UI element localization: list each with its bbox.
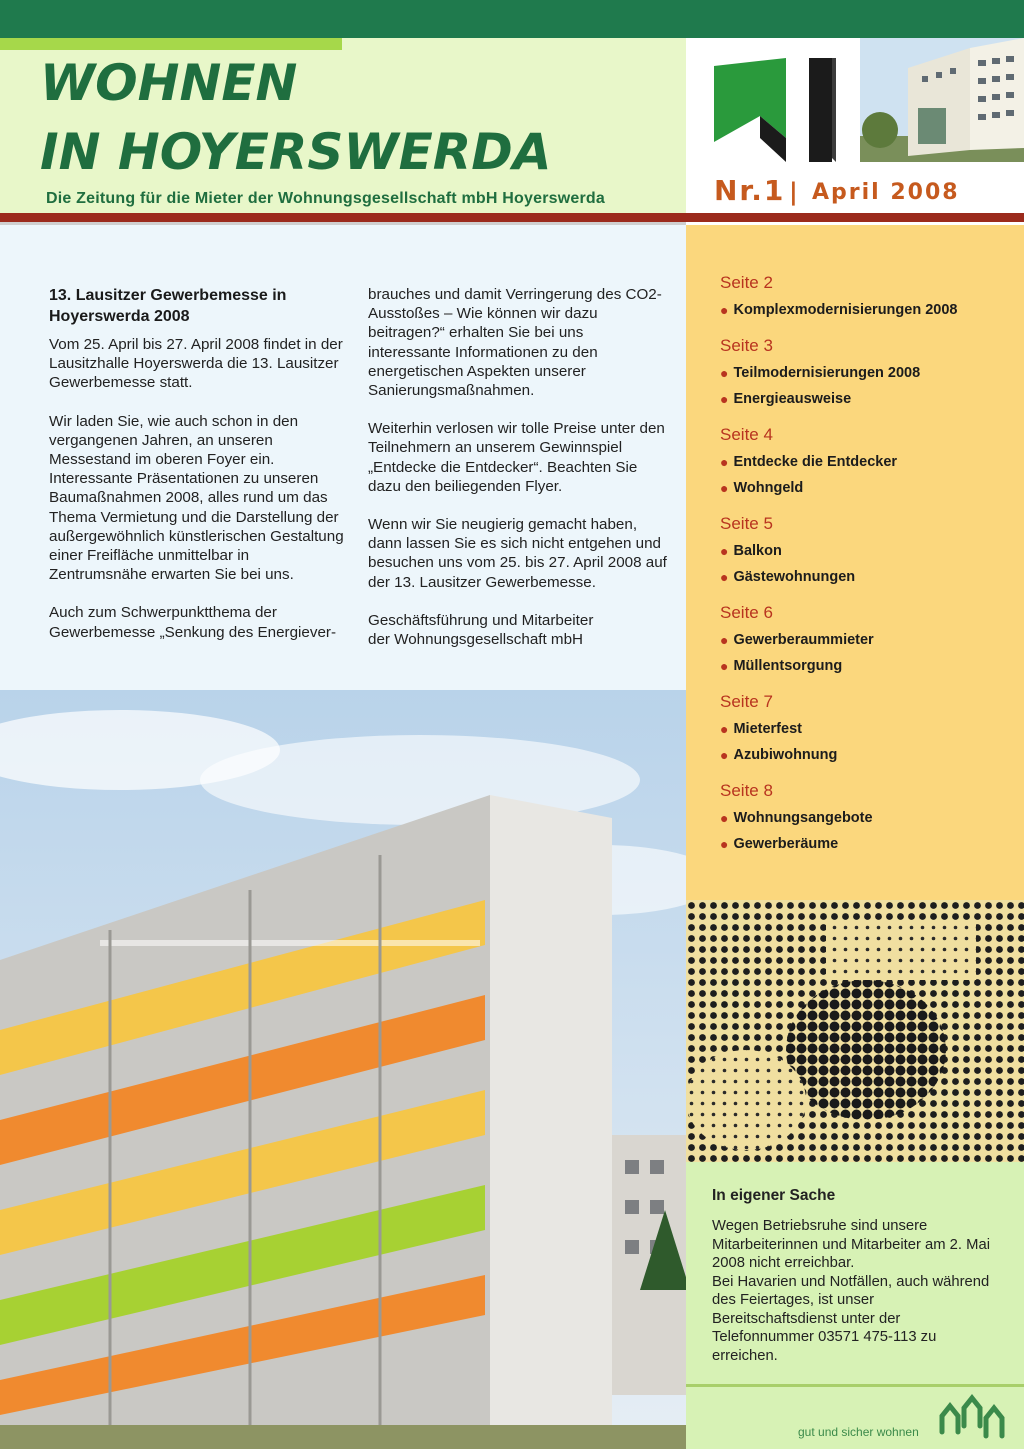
toc-item[interactable]: [720, 564, 1010, 590]
toc-item-label: Komplexmodernisierungen 2008: [733, 302, 958, 318]
issue-number: Nr.1: [714, 174, 786, 207]
article-paragraph: Weiterhin verlosen wir tolle Preise unter den Teilnehmern an unserem Gewinnspiel „Entdecke die Entdecker“. Beachten Sie dazu den beiliegenden Flyer.: [368, 420, 665, 495]
toc-item-label: Energieausweise: [733, 391, 852, 407]
toc-page-heading[interactable]: Seite 5: [720, 514, 773, 533]
toc-item[interactable]: [720, 538, 1010, 564]
footer-slogan: gut und sicher wohnen: [798, 1425, 919, 1439]
bullet-icon: ●: [720, 454, 729, 470]
toc-item-label: Gästewohnungen: [733, 569, 856, 585]
toc-page-heading[interactable]: Seite 8: [720, 781, 773, 800]
footer-divider: [686, 1384, 1024, 1387]
toc-section: [720, 424, 1010, 501]
toc-item[interactable]: [720, 386, 1010, 412]
bullet-icon: ●: [720, 365, 729, 381]
toc-section: [720, 272, 1010, 323]
notice-paragraph: Wegen Betriebsruhe sind unsere Mitarbeiterinnen und Mitarbeiter am 2. Mai 2008 nicht erreichbar.: [712, 1218, 990, 1271]
toc-item-label: Mieterfest: [733, 721, 802, 737]
issue-separator: |: [789, 178, 798, 206]
toc-item-label: Balkon: [733, 543, 782, 559]
header-divider: [0, 213, 1024, 222]
toc-item[interactable]: [720, 716, 1010, 742]
toc-section: [720, 513, 1010, 590]
signature-line: der Wohnungsgesellschaft mbH: [368, 631, 583, 649]
toc-section: [720, 335, 1010, 412]
article-paragraph: Auch zum Schwerpunktthema der Gewerbemesse „Senkung des Energiever-: [49, 604, 337, 641]
toc-item-label: Azubiwohnung: [733, 747, 838, 763]
masthead-title-line2: IN HOYERSWERDA: [40, 123, 552, 181]
bullet-icon: ●: [720, 480, 729, 496]
bullet-icon: ●: [720, 836, 729, 852]
notice-paragraph: Bei Havarien und Notfällen, auch während des Feiertages, ist unser Bereitschaftsdienst unter der Telefonnummer 03571 475-113 zu erreichen.: [712, 1273, 990, 1364]
article-title: 13. Lausitzer Gewerbemesse in Hoyerswerda 2008: [49, 287, 287, 325]
notice-content: [712, 1187, 1002, 1365]
article-column-right: [368, 285, 668, 649]
toc-item[interactable]: [720, 653, 1010, 679]
toc-item[interactable]: [720, 360, 1010, 386]
toc-item-label: Gewerberaummieter: [733, 632, 874, 648]
toc-item[interactable]: [720, 627, 1010, 653]
houses-logo-icon: [936, 1392, 1008, 1440]
toc-page-heading[interactable]: Seite 2: [720, 273, 773, 292]
toc-item[interactable]: [720, 449, 1010, 475]
masthead-title-line1: WOHNEN: [40, 54, 298, 112]
toc-item-label: Teilmodernisierungen 2008: [733, 365, 921, 381]
bullet-icon: ●: [720, 391, 729, 407]
bullet-icon: ●: [720, 810, 729, 826]
issue-date: April 2008: [812, 180, 960, 205]
top-color-bar: [0, 0, 1024, 38]
signature-line: Geschäftsführung und Mitarbeiter: [368, 611, 594, 629]
halftone-decoration-graphic: [686, 900, 1024, 1162]
article-paragraph: Vom 25. April bis 27. April 2008 findet in der Lausitzhalle Hoyerswerda die 13. Lausitzer Gewerbemesse statt.: [49, 336, 343, 392]
company-logo-icon: [714, 58, 844, 162]
toc-item-label: Entdecke die Entdecker: [733, 454, 898, 470]
bullet-icon: ●: [720, 302, 729, 318]
toc-item-label: Wohnungsangebote: [733, 810, 873, 826]
apartment-building-photo: [0, 690, 686, 1449]
masthead-subtitle: Die Zeitung für die Mieter der Wohnungsgesellschaft mbH Hoyerswerda: [46, 190, 605, 207]
toc-page-heading[interactable]: Seite 6: [720, 603, 773, 622]
notice-title: In eigener Sache: [712, 1187, 836, 1204]
toc-page-heading[interactable]: Seite 7: [720, 692, 773, 711]
toc-item-label: Gewerberäume: [733, 836, 839, 852]
toc-item[interactable]: [720, 297, 1010, 323]
bullet-icon: ●: [720, 632, 729, 648]
bullet-icon: ●: [720, 569, 729, 585]
notice-body: [712, 1217, 1002, 1365]
bullet-icon: ●: [720, 747, 729, 763]
bullet-icon: ●: [720, 658, 729, 674]
masthead-accent-bar: [0, 38, 342, 50]
toc-item[interactable]: [720, 475, 1010, 501]
article-paragraph: brauches und damit Verringerung des CO2-Ausstoßes – Wie können wir dazu beitragen?“ erhalten Sie bei uns interessante Informationen zu den energetischen Aspekten unserer Sanierungsmaßnahmen.: [368, 286, 662, 400]
toc-page-heading[interactable]: Seite 3: [720, 336, 773, 355]
table-of-contents: [720, 272, 1010, 869]
bullet-icon: ●: [720, 543, 729, 559]
bullet-icon: ●: [720, 721, 729, 737]
article-paragraph: Wir laden Sie, wie auch schon in den vergangenen Jahren, an unseren Messestand im oberen Foyer ein. Interessante Präsentationen zu unseren Baumaßnahmen 2008, alles rund um das Thema Vermietung und die Darstellung der außergewöhnlich künstlerischen Gestaltung einer Freifläche unmittelbar in Zentrumsnähe erwarten Sie bei uns.: [49, 412, 344, 584]
article-signature: [368, 611, 668, 649]
header-building-photo: [860, 38, 1024, 162]
toc-section: [720, 780, 1010, 857]
toc-item[interactable]: [720, 831, 1010, 857]
toc-section: [720, 691, 1010, 768]
toc-item-label: Wohngeld: [733, 480, 804, 496]
toc-section: [720, 602, 1010, 679]
toc-item-label: Müllentsorgung: [733, 658, 843, 674]
article-column-left: [49, 285, 345, 661]
article-paragraph: Wenn wir Sie neugierig gemacht haben, dann lassen Sie es sich nicht entgehen und besuchen uns vom 25. bis 27. April 2008 auf der 13. Lausitzer Gewerbemesse.: [368, 516, 667, 591]
toc-item[interactable]: [720, 742, 1010, 768]
toc-page-heading[interactable]: Seite 4: [720, 425, 773, 444]
toc-item[interactable]: [720, 805, 1010, 831]
